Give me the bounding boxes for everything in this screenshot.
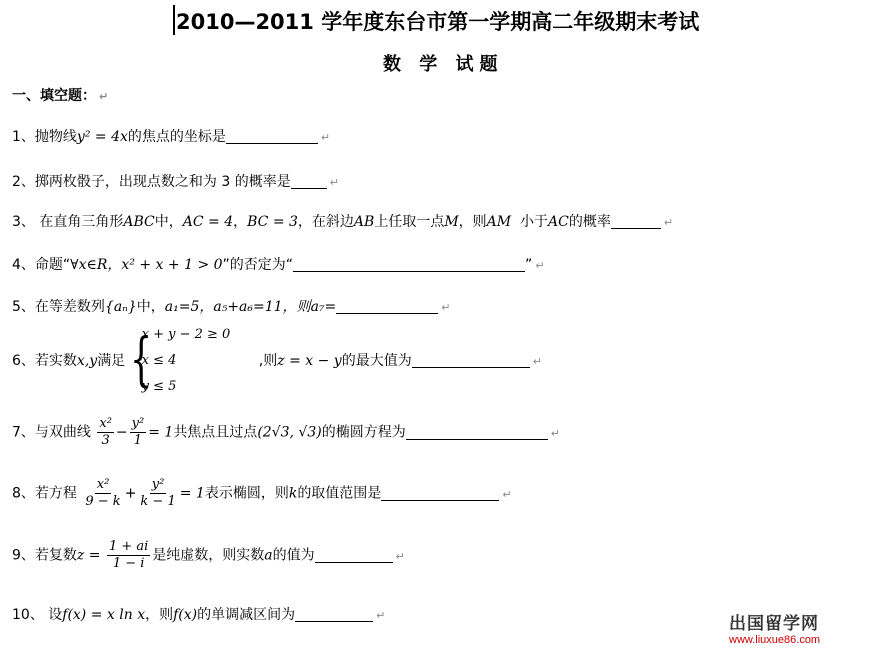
fraction: $\frac{\text{y²}}{k - 1}$ xyxy=(140,477,176,509)
question-6: 6、若实数x,y满足 { x + y − 2 ≥ 0 x ≤ 4 y ≤ 5 ,则z = x − y的最大值为 ↵ xyxy=(12,322,542,400)
section-heading: 一、填空题： ↵ xyxy=(12,88,109,104)
paragraph-mark-icon: ↵ xyxy=(550,426,560,440)
paragraph-mark-icon: ↵ xyxy=(441,301,451,314)
answer-blank xyxy=(611,214,661,229)
fraction: $\frac{1 + ai}{1 - i}$ xyxy=(108,539,149,571)
question-1: 1、抛物线y² = 4x的焦点的坐标是 ↵ xyxy=(12,129,331,145)
fraction: $\frac{\text{x²}}{3}$ xyxy=(99,416,112,448)
answer-blank xyxy=(406,425,548,440)
question-10: 10、 设f(x) = x ln x，则f(x)的单调减区间为 ↵ xyxy=(12,607,386,623)
paragraph-mark-icon: ↵ xyxy=(376,609,386,622)
fraction: $\frac{\text{x²}}{9 - k}$ xyxy=(85,477,121,509)
exam-subtitle: 数 学 试题 xyxy=(383,54,504,75)
text-cursor xyxy=(173,5,175,35)
watermark-text: 出国留学网 xyxy=(729,614,819,634)
question-5: 5、在等差数列{aₙ}中，a₁=5，a₅+a₆=11，则a₇= ↵ xyxy=(12,299,451,315)
fraction: $\frac{\text{y²}}{1}$ xyxy=(131,416,145,448)
site-watermark xyxy=(729,609,820,646)
exam-title: 2010—2011 学年度东台市第一学期高二年级期末考试 xyxy=(176,10,700,34)
paragraph-mark-icon: ↵ xyxy=(320,131,331,144)
answer-blank xyxy=(315,548,393,563)
paragraph-mark-icon: ↵ xyxy=(502,487,512,501)
question-7: 7、与双曲线 $\frac{\text{x²}}{3}$ − $\frac{\text{y²}}{1}$ = 1共焦点且过点(2√3, √3)的椭圆方程为 ↵ xyxy=(12,416,560,448)
paragraph-mark-icon: ↵ xyxy=(663,216,674,229)
paragraph-mark-icon: ↵ xyxy=(395,549,405,563)
paragraph-mark-icon: ↵ xyxy=(532,355,542,368)
answer-blank xyxy=(336,299,438,314)
question-3: 3、 在直角三角形ABC中，AC = 4，BC = 3，在斜边AB上任取一点M，则AM 小于AC的概率 ↵ xyxy=(12,214,674,230)
question-2: 2、掷两枚骰子，出现点数之和为 3 的概率是 ↵ xyxy=(12,174,339,190)
answer-blank xyxy=(291,174,327,189)
inequality-system: { x + y − 2 ≥ 0 x ≤ 4 y ≤ 5 xyxy=(129,325,231,394)
answer-blank xyxy=(295,607,373,622)
answer-blank xyxy=(226,129,318,144)
paragraph-mark-icon: ↵ xyxy=(535,259,545,272)
answer-blank xyxy=(412,353,530,368)
answer-blank xyxy=(293,257,525,272)
answer-blank xyxy=(381,486,499,501)
paragraph-mark-icon: ↵ xyxy=(329,176,339,189)
question-9: 9、若复数z = $\frac{1 + ai}{1 - i}$ 是纯虚数，则实数a的值为 ↵ xyxy=(12,539,405,571)
question-8: 8、若方程 $\frac{\text{x²}}{9 - k}$ + $\frac{\text{y²}}{k - 1}$ = 1表示椭圆，则k的取值范围是 ↵ xyxy=(12,477,512,509)
question-4: 4、命题“∀x∈R，x² + x + 1 > 0”的否定为“ ” ↵ xyxy=(12,257,545,273)
watermark-url: www.liuxue86.com xyxy=(729,634,821,646)
paragraph-mark-icon: ↵ xyxy=(99,90,109,103)
